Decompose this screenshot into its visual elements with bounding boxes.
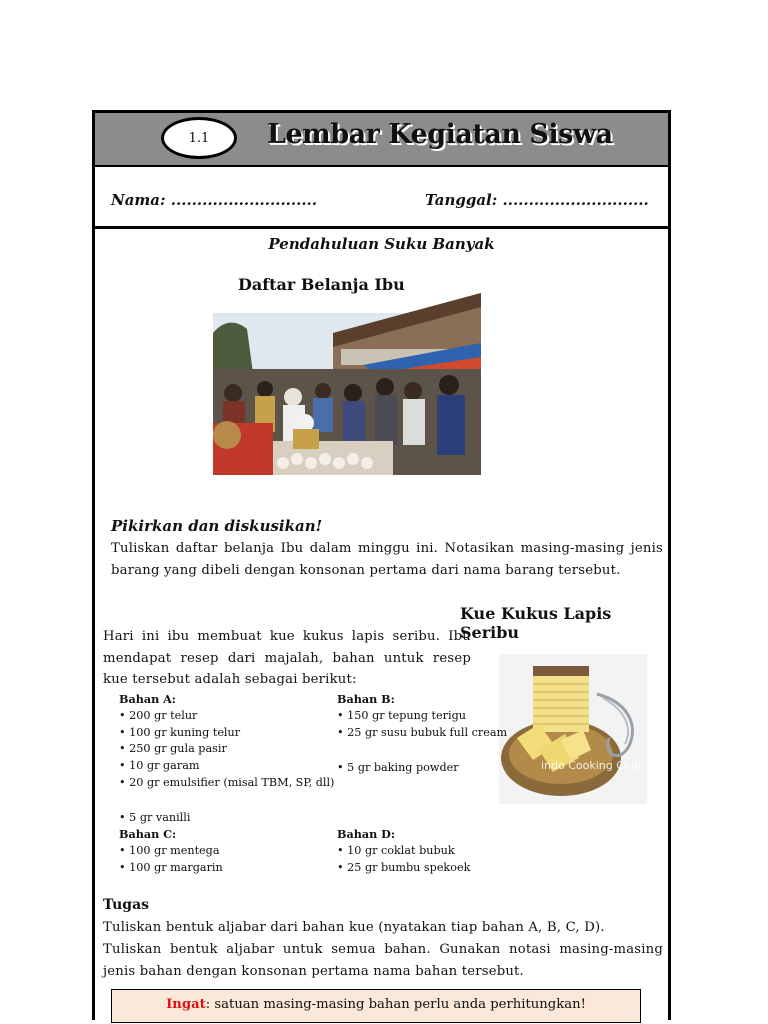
- cake-recipe-title: Kue Kukus Lapis Seribu: [460, 604, 612, 642]
- ingredient-group-heading: Bahan A:: [119, 692, 176, 706]
- ingredient-item: • 250 gr gula pasir: [119, 742, 227, 756]
- task-line-2: Tuliskan bentuk aljabar untuk semua bahan. Gunakan notasi masing-masing jenis bahan dengan konsonan pertama nama bahan tersebut.: [103, 942, 663, 979]
- ingredient-group-heading: Bahan B:: [337, 692, 395, 706]
- shopping-instruction: Tuliskan daftar belanja Ibu dalam minggu ini. Notasikan masing-masing jenis barang yang dibeli dengan konsonan pertama dari nama barang tersebut.: [111, 541, 663, 578]
- activity-number-badge: 1.1: [161, 117, 237, 159]
- ingredient-item: • 5 gr vanilli: [119, 811, 191, 824]
- ingredient-group-d: [337, 826, 470, 876]
- worksheet: [92, 110, 671, 1020]
- ingredient-item: • 20 gr emulsifier (misal TBM, SP, dll): [119, 775, 335, 789]
- ingredient-group-c: [119, 826, 223, 876]
- ingredient-group-a: [119, 691, 334, 792]
- date-field-label: Tanggal: ............................: [425, 191, 649, 209]
- ingredient-item: • 150 gr tepung terigu: [337, 708, 466, 722]
- intro-heading: Pendahuluan Suku Banyak: [268, 235, 495, 253]
- reminder-keyword: Ingat: [166, 997, 206, 1012]
- task-heading: Tugas: [103, 897, 150, 913]
- discussion-heading: Pikirkan dan diskusikan!: [111, 517, 323, 535]
- ingredient-item: • 100 gr margarin: [119, 860, 223, 874]
- ingredient-item: • 25 gr bumbu spekoek: [337, 860, 471, 874]
- task-line-1: Tuliskan bentuk aljabar dari bahan kue (nyatakan tiap bahan A, B, C, D).: [103, 920, 605, 935]
- name-field-label: Nama: ............................: [111, 191, 318, 209]
- ingredient-item: • 100 gr mentega: [119, 843, 220, 857]
- reminder-box: [111, 989, 641, 1023]
- ingredient-item: • 200 gr telur: [119, 708, 198, 722]
- reminder-text: : satuan masing-masing bahan perlu anda perhitungkan!: [205, 997, 586, 1012]
- cake-recipe-intro: Hari ini ibu membuat kue kukus lapis seribu. Ibu mendapat resep dari majalah, bahan untuk resep kue tersebut adalah sebagai berikut:: [103, 629, 471, 687]
- ingredient-item: • 25 gr susu bubuk full cream: [337, 725, 508, 739]
- worksheet-header: [95, 113, 668, 167]
- ingredient-item: • 10 gr garam: [119, 759, 200, 773]
- ingredient-item: • 5 gr baking powder: [337, 761, 459, 774]
- ingredient-item: • 100 gr kuning telur: [119, 725, 241, 739]
- ingredient-group-heading: Bahan C:: [119, 827, 177, 841]
- photo-watermark-caption: indo Cooking Club: [541, 759, 641, 772]
- worksheet-title: Lembar Kegiatan Siswa: [267, 119, 613, 150]
- identity-row: [95, 167, 668, 229]
- cake-photo: [499, 654, 647, 804]
- ingredient-item: • 10 gr coklat bubuk: [337, 843, 455, 857]
- shopping-list-title: Daftar Belanja Ibu: [238, 275, 405, 294]
- ingredient-group-heading: Bahan D:: [337, 827, 395, 841]
- market-photo: [213, 273, 481, 475]
- ingredient-group-b: [337, 691, 507, 741]
